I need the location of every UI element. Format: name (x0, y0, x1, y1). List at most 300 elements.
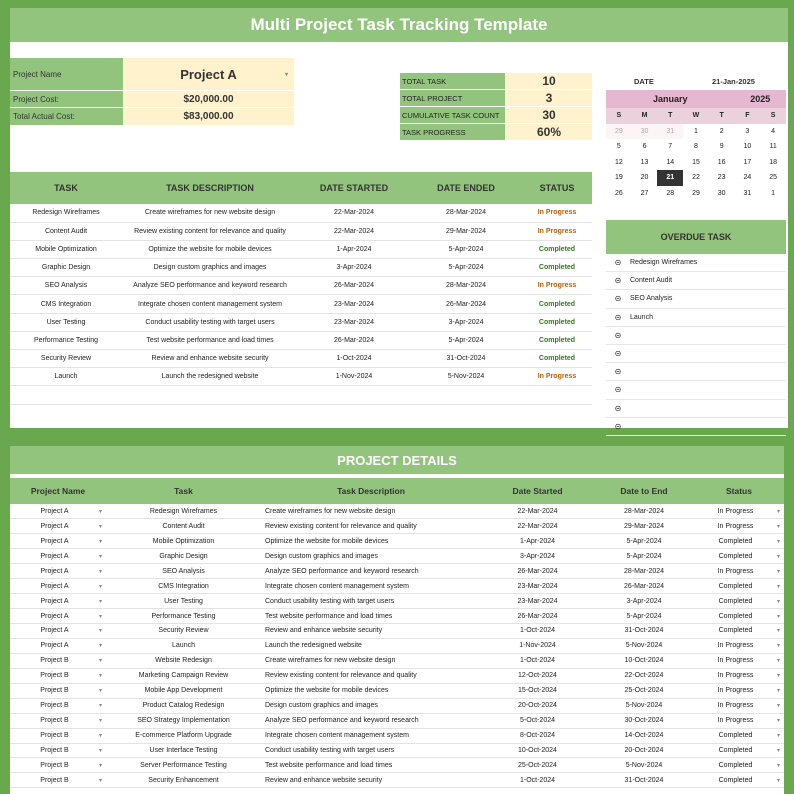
actual-cost-label: Total Actual Cost: (10, 108, 123, 125)
calendar-week (606, 139, 786, 155)
details-col-header: Task Description (261, 478, 481, 504)
status-badge: In Progress (522, 277, 592, 295)
overdue-item (606, 363, 786, 381)
cell-value: User Testing (164, 597, 203, 605)
cell-value: Security Enhancement (148, 776, 219, 784)
table-cell (594, 743, 694, 758)
status-select-cell[interactable] (694, 609, 784, 624)
calendar (606, 90, 786, 201)
table-cell (481, 698, 594, 713)
table-row (10, 638, 784, 653)
status-value: Completed (718, 627, 753, 635)
minus-circle-icon: ⊝ (614, 312, 622, 322)
project-select-cell[interactable] (10, 624, 106, 639)
calendar-day[interactable]: 7 (668, 143, 673, 151)
table-cell (106, 624, 261, 639)
table-cell: 22-Mar-2024 (298, 222, 410, 240)
project-select-cell[interactable] (10, 519, 106, 534)
calendar-weekday: W (683, 108, 709, 124)
overdue-item (606, 272, 786, 290)
calendar-month: January (606, 90, 735, 108)
table-cell: 23-Mar-2024 (298, 295, 410, 313)
chevron-down-icon: ▾ (98, 598, 102, 605)
table-cell (261, 609, 481, 624)
cell-value: 5-Nov-2024 (625, 702, 663, 710)
status-badge: In Progress (522, 368, 592, 386)
status-badge: In Progress (522, 222, 592, 240)
calendar-day[interactable]: 8 (694, 143, 698, 151)
calendar-day[interactable]: 1 (771, 189, 776, 197)
minus-circle-icon: ⊝ (614, 258, 622, 268)
cell-value: Integrate chosen content management system (265, 582, 409, 590)
calendar-weekday: T (709, 108, 735, 124)
overdue-item (606, 254, 786, 272)
table-row-empty (10, 386, 592, 404)
summary-value: 10 (506, 73, 592, 89)
table-row (10, 313, 592, 331)
table-cell (106, 579, 261, 594)
table-cell (106, 534, 261, 549)
status-select-cell[interactable] (694, 549, 784, 564)
cell-value: 5-Apr-2024 (626, 612, 662, 620)
overdue-item (606, 290, 786, 308)
project-select-cell[interactable] (10, 579, 106, 594)
overdue-title: OVERDUE TASK (606, 220, 786, 254)
table-cell (261, 653, 481, 668)
cell-value: Graphic Design (159, 552, 208, 560)
calendar-day[interactable]: 1 (694, 127, 698, 135)
table-cell: Review and enhance website security (122, 350, 298, 368)
table-cell: Conduct usability testing with target users (122, 313, 298, 331)
table-cell: Redesign Wireframes (10, 204, 122, 222)
table-cell (106, 653, 261, 668)
overdue-item (606, 400, 786, 418)
cell-value: Redesign Wireframes (149, 507, 218, 515)
calendar-day[interactable]: 11 (769, 143, 777, 151)
cell-value: SEO Strategy Implementation (137, 717, 230, 725)
cell-value: Create wireframes for new website design (265, 507, 396, 515)
cell-value: 5-Apr-2024 (626, 537, 662, 545)
status-value: Completed (718, 582, 753, 590)
cell-value: E-commerce Platform Upgrade (135, 732, 232, 740)
cell-value: Design custom graphics and images (265, 702, 378, 710)
calendar-day[interactable]: 22 (692, 174, 700, 182)
summary-label: TOTAL TASK (400, 73, 505, 89)
project-name-value: Project B (40, 687, 69, 695)
minus-circle-icon: ⊝ (614, 330, 622, 340)
cell-value: 22-Mar-2024 (517, 507, 558, 515)
table-cell: Graphic Design (10, 259, 122, 277)
chevron-down-icon: ▾ (98, 583, 102, 590)
status-badge: Completed (522, 313, 592, 331)
calendar-day[interactable]: 4 (771, 127, 776, 135)
cell-value: Integrate chosen content management system (265, 732, 409, 740)
table-cell (481, 579, 594, 594)
status-select-cell[interactable] (694, 728, 784, 743)
table-cell (594, 773, 694, 788)
table-row (10, 504, 784, 519)
status-select-cell[interactable] (694, 519, 784, 534)
chevron-down-icon: ▾ (98, 568, 102, 575)
cell-value: 10-Oct-2024 (518, 746, 557, 754)
table-cell (594, 579, 694, 594)
calendar-day[interactable]: 31 (743, 189, 752, 197)
table-row (10, 579, 784, 594)
calendar-day[interactable]: 3 (745, 127, 750, 135)
status-select-cell[interactable] (694, 758, 784, 773)
details-title: PROJECT DETAILS (10, 446, 784, 474)
cell-value: Review and enhance website security (265, 627, 383, 635)
chevron-down-icon: ▾ (284, 71, 288, 78)
project-name-value: Project A (40, 627, 69, 635)
calendar-day[interactable]: 2 (719, 127, 724, 135)
table-cell (261, 549, 481, 564)
minus-circle-icon: ⊝ (614, 349, 622, 359)
table-cell: 3-Apr-2024 (410, 313, 522, 331)
calendar-day[interactable]: 27 (640, 189, 649, 197)
cell-value: Mobile App Development (144, 687, 223, 695)
table-row (10, 240, 592, 258)
table-cell (594, 564, 694, 579)
cell-value: User Interface Testing (149, 746, 218, 754)
project-select-cell[interactable] (10, 683, 106, 698)
project-name-value: Project B (40, 657, 69, 665)
project-select-cell[interactable] (10, 504, 106, 519)
calendar-day[interactable]: 15 (692, 158, 700, 166)
cell-value: Create wireframes for new website design (265, 657, 396, 665)
table-cell (261, 519, 481, 534)
status-value: In Progress (717, 672, 754, 680)
table-cell (481, 519, 594, 534)
calendar-day[interactable]: 9 (719, 143, 724, 151)
cell-value: 3-Apr-2024 (519, 552, 556, 560)
cell-value: Marketing Campaign Review (138, 672, 229, 680)
chevron-down-icon: ▾ (776, 762, 780, 769)
cell-value: Conduct usability testing with target users (265, 746, 395, 754)
status-select-cell[interactable] (694, 713, 784, 728)
table-cell: 1-Oct-2024 (298, 350, 410, 368)
table-cell (594, 758, 694, 773)
table-row (10, 743, 784, 758)
project-select-cell[interactable] (10, 549, 106, 564)
table-cell: SEO Analysis (10, 277, 122, 295)
table-cell (594, 683, 694, 698)
table-cell (106, 638, 261, 653)
calendar-day[interactable]: 18 (769, 158, 777, 166)
status-select-cell[interactable] (694, 683, 784, 698)
table-cell (594, 638, 694, 653)
table-cell: Launch the redesigned website (122, 368, 298, 386)
cell-value: Analyze SEO performance and keyword research (265, 717, 419, 725)
calendar-day[interactable]: 31 (657, 124, 683, 140)
table-cell (261, 758, 481, 773)
status-value: In Progress (717, 657, 754, 665)
table-cell (261, 683, 481, 698)
table-cell: Content Audit (10, 222, 122, 240)
table-cell: Test website performance and load times (122, 331, 298, 349)
status-select-cell[interactable] (694, 564, 784, 579)
cell-value: SEO Analysis (162, 567, 205, 575)
task-col-header: TASK (10, 172, 122, 204)
cell-value: 25-Oct-2024 (624, 687, 664, 695)
status-badge: Completed (522, 331, 592, 349)
calendar-day[interactable]: 24 (743, 174, 752, 182)
table-cell (106, 594, 261, 609)
project-select-cell[interactable] (10, 743, 106, 758)
cell-value: Review existing content for relevance and quality (265, 522, 417, 530)
summary-label: CUMULATIVE TASK COUNT (400, 107, 505, 123)
table-row (10, 728, 784, 743)
cell-value: 20-Oct-2024 (624, 746, 664, 754)
cell-value: 22-Mar-2024 (517, 522, 558, 530)
project-name-value: Project B (40, 776, 69, 784)
table-cell (481, 683, 594, 698)
overdue-item-label: Redesign Wireframes (630, 259, 698, 267)
minus-circle-icon: ⊝ (614, 294, 622, 304)
cell-value: 1-Oct-2024 (519, 776, 556, 784)
status-badge: In Progress (522, 204, 592, 222)
status-select-cell[interactable] (694, 638, 784, 653)
table-cell (261, 728, 481, 743)
calendar-day[interactable]: 29 (692, 189, 700, 197)
table-cell (594, 609, 694, 624)
minus-circle-icon: ⊝ (614, 421, 622, 431)
cell-value: 30-Oct-2024 (624, 717, 664, 725)
project-name-value: Project A (40, 597, 69, 605)
project-select-cell[interactable] (10, 638, 106, 653)
project-select-cell[interactable] (10, 594, 106, 609)
table-cell (261, 668, 481, 683)
task-table (10, 172, 592, 405)
project-name-value: Project B (40, 672, 69, 680)
status-value: Completed (718, 537, 753, 545)
cell-value: Content Audit (162, 522, 205, 530)
page-title: Multi Project Task Tracking Template (10, 8, 788, 42)
details-col-header: Date Started (481, 478, 594, 504)
status-value: In Progress (717, 717, 754, 725)
calendar-day[interactable]: 28 (666, 189, 675, 197)
table-cell (10, 386, 122, 404)
calendar-day[interactable]: 17 (743, 158, 752, 166)
project-select[interactable] (123, 58, 294, 90)
table-cell (106, 773, 261, 788)
chevron-down-icon: ▾ (98, 523, 102, 530)
cell-value: 5-Apr-2024 (626, 552, 662, 560)
project-select-cell[interactable] (10, 728, 106, 743)
calendar-day[interactable]: 26 (614, 189, 623, 197)
table-cell (106, 743, 261, 758)
project-select-cell[interactable] (10, 564, 106, 579)
actual-cost-value: $83,000.00 (123, 108, 294, 125)
status-select-cell[interactable] (694, 504, 784, 519)
status-value: Completed (718, 612, 753, 620)
calendar-day[interactable]: 23 (717, 174, 726, 182)
cell-value: 10-Oct-2024 (624, 657, 664, 665)
status-select-cell[interactable] (694, 579, 784, 594)
project-select-cell[interactable] (10, 609, 106, 624)
table-row (10, 259, 592, 277)
chevron-down-icon: ▾ (98, 538, 102, 545)
project-name-value: Project A (40, 537, 69, 545)
status-value: Completed (718, 746, 753, 754)
task-col-header: DATE ENDED (410, 172, 522, 204)
table-cell: Review existing content for relevance and quality (122, 222, 298, 240)
table-cell: Launch (10, 368, 122, 386)
calendar-day[interactable]: 19 (614, 174, 623, 182)
cell-value: 1-Oct-2024 (519, 627, 556, 635)
details-table (10, 478, 784, 788)
table-cell: 26-Mar-2024 (410, 295, 522, 313)
status-select-cell[interactable] (694, 773, 784, 788)
chevron-down-icon: ▾ (776, 568, 780, 575)
table-row (10, 519, 784, 534)
chevron-down-icon: ▾ (776, 777, 780, 784)
chevron-down-icon: ▾ (98, 643, 102, 650)
status-select-cell[interactable] (694, 653, 784, 668)
table-cell (261, 624, 481, 639)
chevron-down-icon: ▾ (98, 703, 102, 710)
status-value: Completed (718, 597, 753, 605)
calendar-day[interactable]: 30 (632, 124, 658, 140)
table-cell (106, 504, 261, 519)
project-name-value: Project A (40, 507, 69, 515)
chevron-down-icon: ▾ (98, 777, 102, 784)
project-select-cell[interactable] (10, 534, 106, 549)
table-cell (594, 728, 694, 743)
table-cell (481, 594, 594, 609)
project-select-cell[interactable] (10, 773, 106, 788)
table-cell (594, 668, 694, 683)
table-row (10, 350, 592, 368)
overdue-item-label: Content Audit (630, 277, 673, 285)
project-select-cell[interactable] (10, 713, 106, 728)
chevron-down-icon: ▾ (776, 523, 780, 530)
project-name-value: Project A (40, 582, 69, 590)
chevron-down-icon: ▾ (98, 553, 102, 560)
table-cell: 31-Oct-2024 (410, 350, 522, 368)
calendar-day[interactable]: 5 (616, 143, 621, 151)
cell-value: 31-Oct-2024 (624, 776, 664, 784)
calendar-day[interactable]: 25 (769, 174, 777, 182)
project-select-cell[interactable] (10, 698, 106, 713)
overdue-item (606, 309, 786, 327)
table-cell: 23-Mar-2024 (298, 313, 410, 331)
table-cell (594, 624, 694, 639)
calendar-week (606, 170, 786, 186)
table-cell (261, 504, 481, 519)
status-value: Completed (718, 761, 753, 769)
status-select-cell[interactable] (694, 743, 784, 758)
project-name-value: Project A (40, 552, 69, 560)
cell-value: Review and enhance website security (265, 776, 383, 784)
table-cell (594, 713, 694, 728)
cell-value: 28-Mar-2024 (623, 507, 665, 515)
overdue-item (606, 381, 786, 399)
chevron-down-icon: ▾ (776, 598, 780, 605)
table-cell (106, 758, 261, 773)
cell-value: Test website performance and load times (265, 612, 393, 620)
table-cell (481, 549, 594, 564)
chevron-down-icon: ▾ (98, 733, 102, 740)
status-select-cell[interactable] (694, 698, 784, 713)
cell-value: 1-Nov-2024 (519, 642, 556, 650)
table-row (10, 368, 592, 386)
table-cell: Optimize the website for mobile devices (122, 240, 298, 258)
task-col-header: TASK DESCRIPTION (122, 172, 298, 204)
table-cell (481, 758, 594, 773)
project-select-cell[interactable] (10, 668, 106, 683)
cell-value: 23-Mar-2024 (517, 582, 558, 590)
project-select-cell[interactable] (10, 653, 106, 668)
project-name-value: Project B (40, 702, 69, 710)
status-badge: Completed (522, 259, 592, 277)
project-name-value: Project A (40, 522, 69, 530)
status-value: In Progress (717, 522, 754, 530)
calendar-day[interactable]: 16 (717, 158, 726, 166)
cell-value: 12-Oct-2024 (518, 672, 557, 680)
calendar-day[interactable]: 13 (640, 158, 649, 166)
status-select-cell[interactable] (694, 594, 784, 609)
chevron-down-icon: ▾ (776, 718, 780, 725)
calendar-day[interactable]: 29 (606, 124, 632, 140)
table-cell: Mobile Optimization (10, 240, 122, 258)
status-select-cell[interactable] (694, 624, 784, 639)
table-cell (594, 653, 694, 668)
overdue-item (606, 418, 786, 436)
calendar-day[interactable]: 21 (657, 170, 683, 186)
status-select-cell[interactable] (694, 534, 784, 549)
status-value: In Progress (717, 507, 754, 515)
table-cell (106, 549, 261, 564)
calendar-day[interactable]: 12 (614, 158, 623, 166)
table-row (10, 683, 784, 698)
table-cell: Design custom graphics and images (122, 259, 298, 277)
calendar-day[interactable]: 10 (743, 143, 752, 151)
overdue-item-label: SEO Analysis (630, 295, 673, 303)
calendar-day[interactable]: 14 (666, 158, 675, 166)
project-select-cell[interactable] (10, 758, 106, 773)
table-cell (410, 386, 522, 404)
table-cell (261, 773, 481, 788)
cell-value: 29-Mar-2024 (623, 522, 665, 530)
chevron-down-icon: ▾ (776, 688, 780, 695)
table-row (10, 698, 784, 713)
calendar-day[interactable]: 6 (642, 143, 647, 151)
date-value: 21-Jan-2025 (712, 77, 755, 86)
table-cell (594, 504, 694, 519)
status-badge: Completed (522, 240, 592, 258)
table-cell: 5-Nov-2024 (410, 368, 522, 386)
status-value: In Progress (717, 687, 754, 695)
table-cell (481, 743, 594, 758)
status-value: Completed (718, 776, 753, 784)
calendar-day[interactable]: 20 (640, 174, 649, 182)
minus-circle-icon: ⊝ (614, 403, 622, 413)
minus-circle-icon: ⊝ (614, 385, 622, 395)
cell-value: Test website performance and load times (265, 761, 393, 769)
project-name-value: Project B (40, 761, 69, 769)
status-value: In Progress (717, 567, 754, 575)
table-cell (481, 668, 594, 683)
table-row (10, 624, 784, 639)
status-select-cell[interactable] (694, 668, 784, 683)
table-cell (106, 668, 261, 683)
project-cost-value: $20,000.00 (123, 91, 294, 107)
cell-value: Security Review (158, 627, 209, 635)
cell-value: Mobile Optimization (152, 537, 215, 545)
calendar-day[interactable]: 30 (717, 189, 726, 197)
table-cell: 28-Mar-2024 (410, 204, 522, 222)
